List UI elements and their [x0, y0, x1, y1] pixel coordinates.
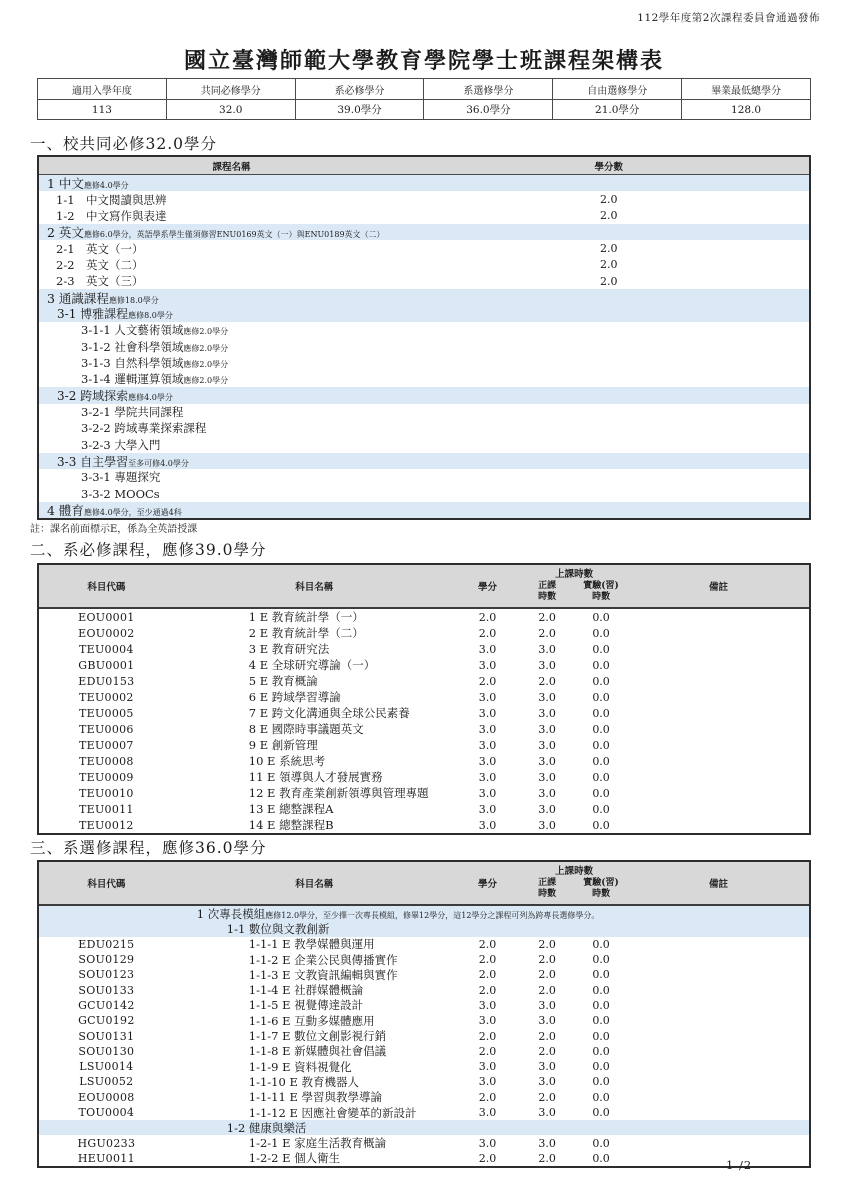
credit-cell: 2.0	[478, 983, 497, 997]
remark-column-header: 備註	[708, 582, 728, 593]
credit-cell: 3.0	[478, 1136, 497, 1150]
course-code-cell: EOU0001	[78, 610, 135, 624]
lab-hours-cell: 0.0	[592, 722, 610, 736]
credit-cell: 2.0	[478, 968, 497, 982]
lecture-hours-cell: 3.0	[538, 1060, 556, 1074]
course-row	[39, 240, 809, 256]
lecture-hours-cell: 2.0	[538, 626, 556, 640]
course-row	[39, 404, 809, 420]
credit-cell: 2.0	[478, 1029, 497, 1043]
requirement-note: 應修18.0學分	[108, 295, 159, 305]
requirement-note: 至多可修4.0學分	[128, 458, 189, 468]
required-courses-table-header	[39, 565, 809, 609]
lecture-hours-cell: 3.0	[538, 1136, 556, 1150]
module-group-label: 1 次專長模組應修12.0學分，至少擇一次專長模組，修畢12學分，這12學分之課程可列為跨專長選修學分。	[196, 906, 600, 921]
course-name-cell: 6 E 跨域學習導論	[248, 690, 341, 704]
lecture-hours-cell: 2.0	[538, 1090, 556, 1104]
course-row	[39, 721, 809, 737]
course-code-cell: TEU0002	[79, 690, 134, 704]
lab-hours-cell: 0.0	[592, 1090, 610, 1104]
summary-header-cell: 自由選修學分	[553, 79, 682, 100]
lecture-hours-cell: 3.0	[538, 706, 556, 720]
credit-cell: 2.0	[600, 209, 618, 223]
lecture-hours-cell: 2.0	[538, 1029, 556, 1043]
course-row	[39, 224, 809, 240]
lab-hours-cell: 0.0	[592, 1106, 610, 1119]
lecture-hours-cell: 2.0	[538, 674, 556, 688]
lecture-hours-cell: 2.0	[538, 610, 556, 624]
course-row	[39, 1059, 809, 1074]
lecture-hours-cell: 2.0	[538, 937, 556, 951]
issuance-note: 112學年度第2次課程委員會通過發佈	[637, 12, 820, 24]
elective-courses-table	[37, 860, 811, 1168]
course-name-column-header: 課程名稱	[212, 161, 251, 173]
course-name-cell: 1-2-2 E 個人衛生	[248, 1151, 341, 1166]
lab-hours-cell: 0.0	[592, 953, 610, 967]
credit-cell: 3.0	[478, 658, 497, 672]
course-row	[39, 625, 809, 641]
course-name-cell: 4 體育應修4.0學分，至少通過4科	[47, 503, 182, 519]
course-row	[39, 1105, 809, 1120]
course-name-cell: 1-1 中文閱讀與思辨	[56, 192, 167, 207]
course-code-cell: TOU0004	[78, 1106, 135, 1119]
summary-header-cell: 適用入學年度	[38, 79, 167, 100]
module-subgroup-label: 1-1 數位與文教創新	[226, 921, 330, 936]
course-name-cell: 1-1-11 E 學習與教學導論	[248, 1090, 382, 1105]
credit-cell: 3.0	[478, 1014, 497, 1028]
course-row	[39, 998, 809, 1013]
lecture-hours-cell: 3.0	[538, 770, 556, 784]
course-code-cell: TEU0010	[79, 786, 134, 800]
course-name-cell: 1-1-9 E 資料視覺化	[248, 1059, 352, 1074]
lab-hours-header: 實驗(習) 時數	[583, 878, 619, 899]
course-row	[39, 801, 809, 817]
class-hours-header-group	[520, 862, 628, 904]
course-code-cell: SOU0123	[78, 968, 135, 982]
lab-hours-cell: 0.0	[592, 818, 610, 832]
elective-courses-table-body	[39, 906, 809, 1166]
requirement-note: 應修2.0學分	[183, 343, 229, 353]
credit-cell: 2.0	[478, 1044, 497, 1058]
credit-cell: 3.0	[478, 1106, 497, 1119]
lab-hours-cell: 0.0	[592, 738, 610, 752]
summary-header-row	[38, 79, 811, 100]
course-row	[39, 982, 809, 997]
summary-header-cell: 系必修學分	[295, 79, 424, 100]
credit-column-header: 學分	[478, 879, 498, 890]
lecture-hours-cell: 3.0	[538, 1014, 556, 1028]
credit-cell: 2.0	[478, 953, 497, 967]
lab-hours-cell: 0.0	[592, 1151, 610, 1165]
section-three-heading: 三、系選修課程，應修36.0學分	[30, 839, 267, 857]
course-row	[39, 937, 809, 952]
course-row	[39, 502, 809, 518]
lecture-hours-cell: 3.0	[538, 1075, 556, 1089]
requirement-note: 應修2.0學分	[183, 359, 229, 369]
elective-courses-table-header	[39, 862, 809, 906]
course-code-cell: HEU0011	[77, 1151, 135, 1165]
course-name-cell: 1-1-8 E 新媒體與社會倡議	[248, 1044, 387, 1059]
course-code-cell: GBU0001	[78, 658, 135, 672]
course-name-cell: 2-2 英文（二）	[56, 257, 144, 272]
common-required-table-body	[39, 175, 809, 518]
course-name-cell: 11 E 領導與人才發展實務	[248, 770, 383, 784]
course-row	[39, 469, 809, 485]
course-name-cell: 1-1-2 E 企業公民與傳播實作	[248, 952, 398, 967]
lab-hours-cell: 0.0	[592, 968, 610, 982]
course-code-cell: GCU0142	[78, 998, 135, 1012]
lecture-hours-cell: 3.0	[538, 754, 556, 768]
lecture-hours-cell: 3.0	[538, 818, 556, 832]
course-row	[39, 657, 809, 673]
course-name-cell: 1-1-10 E 教育機器人	[248, 1074, 359, 1089]
course-name-cell: 1 中文應修4.0學分	[47, 176, 129, 192]
requirement-note: 應修2.0學分	[183, 376, 229, 386]
course-name-cell: 2-1 英文（一）	[56, 241, 144, 256]
course-name-cell: 1-1-12 E 因應社會變革的新設計	[248, 1105, 417, 1120]
requirement-note: 應修2.0學分	[183, 327, 229, 337]
module-subgroup-label: 1-2 健康與樂活	[226, 1120, 307, 1135]
course-name-cell: 1-2 中文寫作與表達	[56, 208, 167, 223]
lab-hours-cell: 0.0	[592, 770, 610, 784]
course-name-cell: 3-1-4 邏輯運算領域應修2.0學分	[81, 372, 229, 387]
summary-value-cell: 128.0	[682, 100, 811, 120]
course-code-cell: TEU0007	[79, 738, 134, 752]
lab-hours-cell: 0.0	[592, 937, 610, 951]
course-row	[39, 1044, 809, 1059]
credit-cell: 3.0	[478, 770, 497, 784]
page-title: 國立臺灣師範大學教育學院學士班課程架構表	[183, 48, 664, 74]
requirement-note: 應修4.0學分，至少通過4科	[83, 508, 182, 518]
course-row	[39, 387, 809, 403]
lab-hours-cell: 0.0	[592, 786, 610, 800]
lecture-hours-header: 正課 時數	[538, 581, 557, 602]
credit-column-header: 學分	[478, 582, 498, 593]
course-code-cell: GCU0192	[78, 1014, 135, 1028]
lecture-hours-cell: 3.0	[538, 998, 556, 1012]
credit-cell: 2.0	[600, 193, 618, 207]
summary-header-cell: 畢業最低總學分	[682, 79, 811, 100]
credit-cell: 3.0	[478, 1075, 497, 1089]
lab-hours-cell: 0.0	[592, 1075, 610, 1089]
course-code-cell: TEU0005	[79, 706, 134, 720]
course-name-cell: 3-1 博雅課程應修8.0學分	[57, 307, 173, 322]
course-row	[39, 1013, 809, 1028]
lecture-hours-cell: 3.0	[538, 642, 556, 656]
course-code-cell: EDU0215	[78, 937, 135, 951]
course-row	[39, 371, 809, 387]
lecture-hours-header: 正課 時數	[538, 878, 557, 899]
course-name-cell: 3 E 教育研究法	[248, 642, 330, 656]
credit-cell: 3.0	[478, 722, 497, 736]
lab-hours-cell: 0.0	[592, 626, 610, 640]
credit-cell: 3.0	[478, 786, 497, 800]
credit-cell: 3.0	[478, 754, 497, 768]
course-row	[39, 1074, 809, 1089]
course-code-cell: SOU0129	[78, 953, 135, 967]
course-name-cell: 2-3 英文（三）	[56, 274, 144, 289]
lecture-hours-cell: 2.0	[538, 983, 556, 997]
lecture-hours-cell: 3.0	[538, 738, 556, 752]
summary-header-cell: 共同必修學分	[166, 79, 295, 100]
credit-cell: 2.0	[600, 274, 618, 288]
course-row	[39, 689, 809, 705]
course-row	[39, 355, 809, 371]
credit-cell: 2.0	[600, 242, 618, 256]
course-row	[39, 453, 809, 469]
course-name-cell: 3-2-1 學院共同課程	[81, 404, 184, 419]
credit-cell: 3.0	[478, 706, 497, 720]
course-row	[39, 673, 809, 689]
course-row	[39, 641, 809, 657]
course-row	[39, 437, 809, 453]
course-row	[39, 420, 809, 436]
lab-hours-cell: 0.0	[592, 983, 610, 997]
lab-hours-header: 實驗(習) 時數	[583, 581, 619, 602]
module-subgroup-row	[39, 1120, 809, 1135]
page-number: 1 /2	[726, 1158, 753, 1172]
course-code-cell: HGU0233	[77, 1136, 136, 1150]
summary-table	[37, 78, 811, 120]
credit-cell: 3.0	[478, 642, 497, 656]
course-row	[39, 737, 809, 753]
lab-hours-cell: 0.0	[592, 1136, 610, 1150]
module-subgroup-row	[39, 921, 809, 936]
name-column-header: 科目名稱	[295, 582, 334, 593]
requirement-note: 應修6.0學分，英語學系學生僅須修習ENU0169英文（一）與ENU0189英文（二）	[83, 230, 385, 240]
course-code-cell: LSU0014	[79, 1060, 134, 1074]
course-row	[39, 952, 809, 967]
course-row	[39, 705, 809, 721]
credit-cell: 3.0	[478, 818, 497, 832]
course-name-cell: 1 E 教育統計學（一）	[248, 610, 364, 624]
code-column-header: 科目代碼	[87, 879, 126, 890]
credit-summary	[37, 78, 811, 120]
lab-hours-cell: 0.0	[592, 754, 610, 768]
course-name-cell: 7 E 跨文化溝通與全球公民素養	[248, 706, 410, 720]
requirement-note: 應修4.0學分	[83, 181, 129, 191]
course-name-cell: 5 E 教育概論	[248, 674, 318, 688]
course-code-cell: TEU0011	[79, 802, 134, 816]
credit-cell: 3.0	[478, 690, 497, 704]
credit-cell: 2.0	[478, 610, 497, 624]
lecture-hours-cell: 2.0	[538, 953, 556, 967]
credit-cell: 2.0	[600, 258, 618, 272]
lecture-hours-cell: 3.0	[538, 690, 556, 704]
course-row	[39, 306, 809, 322]
course-name-cell: 3-2 跨域探索應修4.0學分	[57, 389, 173, 404]
course-name-cell: 2 英文應修6.0學分，英語學系學生僅須修習ENU0169英文（一）與ENU0189英文（二）	[47, 225, 385, 241]
class-hours-header: 上課時數	[555, 569, 594, 580]
course-name-cell: 3-1-2 社會科學領域應修2.0學分	[81, 339, 229, 354]
credit-cell: 3.0	[478, 738, 497, 752]
course-row	[39, 609, 809, 625]
course-row	[39, 322, 809, 338]
course-name-cell: 1-1-1 E 教學媒體與運用	[248, 937, 375, 952]
course-code-cell: TEU0009	[79, 770, 134, 784]
code-column-header: 科目代碼	[87, 582, 126, 593]
credits-column-header: 學分數	[594, 161, 624, 173]
lab-hours-cell: 0.0	[592, 610, 610, 624]
summary-value-cell: 36.0學分	[424, 100, 553, 120]
required-courses-table-body	[39, 609, 809, 833]
credit-cell: 3.0	[478, 1060, 497, 1074]
credit-cell: 3.0	[478, 802, 497, 816]
summary-value-cell: 113	[38, 100, 167, 120]
course-name-cell: 14 E 總整課程B	[248, 818, 334, 832]
course-code-cell: SOU0133	[78, 983, 135, 997]
course-name-cell: 3-1-3 自然科學領域應修2.0學分	[81, 355, 229, 370]
class-hours-header-group	[520, 565, 628, 607]
course-code-cell: SOU0130	[78, 1044, 135, 1058]
course-name-cell: 1-1-5 E 視覺傳達設計	[248, 998, 364, 1013]
lecture-hours-cell: 2.0	[538, 1151, 556, 1165]
course-row	[39, 289, 809, 305]
lecture-hours-cell: 3.0	[538, 658, 556, 672]
course-code-cell: TEU0006	[79, 722, 134, 736]
summary-value-cell: 39.0學分	[295, 100, 424, 120]
course-name-cell: 4 E 全球研究導論（一）	[248, 658, 376, 672]
course-name-cell: 1-1-4 E 社群媒體概論	[248, 983, 364, 998]
course-name-cell: 3-3-2 MOOCs	[81, 486, 160, 501]
credit-cell: 2.0	[478, 937, 497, 951]
course-name-cell: 12 E 教育產業創新領導與管理專題	[248, 786, 429, 800]
required-courses-table	[37, 563, 811, 835]
credit-cell: 2.0	[478, 674, 497, 688]
common-required-table	[37, 155, 811, 520]
credit-cell: 2.0	[478, 1090, 497, 1104]
summary-value-cell: 21.0學分	[553, 100, 682, 120]
section-two-heading: 二、系必修課程，應修39.0學分	[30, 541, 267, 559]
lab-hours-cell: 0.0	[592, 642, 610, 656]
course-code-cell: LSU0052	[79, 1075, 134, 1089]
course-name-cell: 1-1-7 E 數位文創影視行銷	[248, 1029, 387, 1044]
lab-hours-cell: 0.0	[592, 1014, 610, 1028]
lab-hours-cell: 0.0	[592, 690, 610, 704]
common-required-table-header	[39, 157, 809, 175]
course-name-cell: 9 E 創新管理	[248, 738, 318, 752]
course-code-cell: EOU0008	[78, 1090, 135, 1104]
course-name-cell: 3-2-2 跨域專業探索課程	[81, 421, 207, 436]
lab-hours-cell: 0.0	[592, 1044, 610, 1058]
course-row	[39, 769, 809, 785]
lab-hours-cell: 0.0	[592, 1060, 610, 1074]
course-name-cell: 2 E 教育統計學（二）	[248, 626, 364, 640]
summary-value-cell: 32.0	[166, 100, 295, 120]
course-name-cell: 13 E 總整課程A	[248, 802, 334, 816]
credit-cell: 2.0	[478, 626, 497, 640]
lab-hours-cell: 0.0	[592, 674, 610, 688]
course-row	[39, 817, 809, 833]
course-name-cell: 1-1-3 E 文教資訊編輯與實作	[248, 967, 398, 982]
lab-hours-cell: 0.0	[592, 1029, 610, 1043]
requirement-note: 應修4.0學分	[128, 393, 173, 403]
course-row	[39, 1028, 809, 1043]
summary-value-row	[38, 100, 811, 120]
course-row	[39, 208, 809, 224]
course-code-cell: TEU0004	[79, 642, 134, 656]
lecture-hours-cell: 3.0	[538, 786, 556, 800]
course-name-cell: 10 E 系統思考	[248, 754, 326, 768]
lab-hours-cell: 0.0	[592, 802, 610, 816]
lecture-hours-cell: 3.0	[538, 1106, 556, 1119]
course-row	[39, 191, 809, 207]
course-code-cell: TEU0012	[79, 818, 134, 832]
module-group-row	[39, 906, 809, 921]
course-row	[39, 338, 809, 354]
credit-cell: 2.0	[478, 1151, 497, 1165]
remark-column-header: 備註	[708, 879, 728, 890]
lab-hours-cell: 0.0	[592, 706, 610, 720]
course-code-cell: EDU0153	[78, 674, 135, 688]
section-one-heading: 一、校共同必修32.0學分	[30, 135, 218, 153]
course-row	[39, 175, 809, 191]
course-code-cell: SOU0131	[78, 1029, 135, 1043]
lecture-hours-cell: 3.0	[538, 722, 556, 736]
requirement-note: 應修8.0學分	[128, 311, 173, 321]
course-row	[39, 273, 809, 289]
lecture-hours-cell: 2.0	[538, 968, 556, 982]
table-footnote: 註：課名前面標示E，係為全英語授課	[30, 524, 198, 535]
course-name-cell: 8 E 國際時事議題英文	[248, 722, 364, 736]
credit-cell: 3.0	[478, 998, 497, 1012]
course-row	[39, 967, 809, 982]
course-row	[39, 486, 809, 502]
course-row	[39, 785, 809, 801]
course-name-cell: 3-3-1 專題探究	[81, 470, 161, 485]
lab-hours-cell: 0.0	[592, 998, 610, 1012]
class-hours-header: 上課時數	[555, 866, 594, 877]
course-name-cell: 3-3 自主學習至多可修4.0學分	[57, 454, 189, 469]
course-name-cell: 1-1-6 E 互動多媒體應用	[248, 1013, 375, 1028]
course-row	[39, 1135, 809, 1150]
course-code-cell: TEU0008	[79, 754, 134, 768]
summary-header-cell: 系選修學分	[424, 79, 553, 100]
course-name-cell: 1-2-1 E 家庭生活教育概論	[248, 1136, 387, 1151]
course-row	[39, 753, 809, 769]
course-code-cell: EOU0002	[78, 626, 135, 640]
course-name-cell: 3 通識課程應修18.0學分	[47, 290, 159, 306]
course-name-cell: 3-2-3 大學入門	[81, 437, 161, 452]
lab-hours-cell: 0.0	[592, 658, 610, 672]
lecture-hours-cell: 2.0	[538, 1044, 556, 1058]
course-row	[39, 1151, 809, 1166]
course-row	[39, 1090, 809, 1105]
requirement-note: 應修12.0學分，至少擇一次專長模組，修畢12學分，這12學分之課程可列為跨專長選修學分。	[265, 910, 600, 920]
course-name-cell: 3-1-1 人文藝術領域應修2.0學分	[81, 323, 229, 338]
lecture-hours-cell: 3.0	[538, 802, 556, 816]
course-row	[39, 257, 809, 273]
name-column-header: 科目名稱	[295, 879, 334, 890]
